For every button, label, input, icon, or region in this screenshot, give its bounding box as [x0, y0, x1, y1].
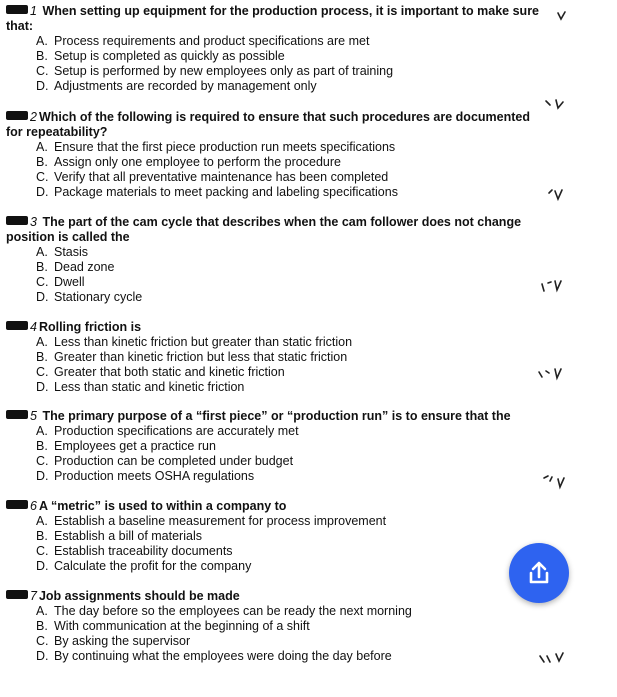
option-letter: D. [36, 469, 49, 483]
option-letter: B. [36, 619, 48, 633]
question-number: 7 [30, 589, 37, 603]
margin-mark [544, 476, 564, 487]
option-text: Establish traceability documents [54, 544, 233, 558]
option-text: Employees get a practice run [54, 439, 216, 453]
option-letter: B. [36, 529, 48, 543]
option-text: Stasis [54, 245, 89, 259]
option-text: Assign only one employee to perform the procedure [54, 155, 341, 169]
option-text: Less than kinetic friction but greater than static friction [54, 335, 353, 349]
margin-mark [539, 369, 561, 378]
option-text: Stationary cycle [54, 290, 143, 304]
margin-mark [542, 281, 561, 291]
option-letter: C. [36, 365, 49, 379]
option-letter: B. [36, 260, 48, 274]
option-letter: D. [36, 559, 49, 573]
option-letter: A. [36, 245, 48, 259]
option-letter: D. [36, 380, 49, 394]
question-line-1: Job assignments should be made [38, 589, 240, 603]
option-text: Dwell [54, 275, 85, 289]
option-text: Greater that both static and kinetic friction [54, 365, 285, 379]
margin-mark [546, 100, 563, 108]
option-letter: D. [36, 185, 49, 199]
option-letter: C. [36, 454, 49, 468]
option-letter: A. [36, 424, 48, 438]
question-line-1: The part of the cam cycle that describes when the cam follower does not change [42, 215, 522, 229]
question-line-1: Rolling friction is [38, 320, 142, 334]
option-text: Package materials to meet packing and labeling specifications [54, 185, 398, 199]
option-letter: C. [36, 634, 49, 648]
option-letter: B. [36, 439, 48, 453]
share-button[interactable] [509, 543, 569, 603]
option-text: Production can be completed under budget [54, 454, 294, 468]
option-letter: D. [36, 649, 49, 663]
option-letter: A. [36, 514, 48, 528]
option-text: With communication at the beginning of a shift [54, 619, 310, 633]
option-letter: A. [36, 604, 48, 618]
option-letter: B. [36, 49, 48, 63]
option-letter: C. [36, 275, 49, 289]
option-letter: C. [36, 544, 49, 558]
option-text: By asking the supervisor [54, 634, 191, 648]
option-text: Production specifications are accurately met [54, 424, 299, 438]
option-letter: D. [36, 290, 49, 304]
share-up-arrow-icon [524, 558, 554, 588]
option-text: Less than static and kinetic friction [54, 380, 245, 394]
question-line-1: Which of the following is required to ensure that such procedures are documented [38, 110, 530, 124]
question-number: 3 [30, 215, 37, 229]
option-letter: A. [36, 335, 48, 349]
option-letter: A. [36, 34, 48, 48]
option-letter: B. [36, 350, 48, 364]
option-text: Greater than kinetic friction but less that static friction [54, 350, 348, 364]
option-text: Process requirements and product specifications are met [54, 34, 370, 48]
question-line-2: position is called the [6, 230, 130, 244]
question-number: 2 [30, 110, 37, 124]
question-number: 5 [30, 409, 37, 423]
question-line-1: A “metric” is used to within a company to [38, 499, 287, 513]
option-text: The day before so the employees can be ready the next morning [54, 604, 412, 618]
margin-mark [549, 190, 562, 199]
option-text: Establish a bill of materials [54, 529, 202, 543]
option-text: Dead zone [54, 260, 115, 274]
question-line-1: The primary purpose of a “first piece” or “production run” is to ensure that the [42, 409, 511, 423]
option-text: Establish a baseline measurement for process improvement [54, 514, 387, 528]
option-text: Setup is performed by new employees only as part of training [54, 64, 394, 78]
option-letter: A. [36, 140, 48, 154]
question-number: 4 [30, 320, 37, 334]
margin-mark [558, 12, 565, 19]
option-text: Calculate the profit for the company [54, 559, 252, 573]
option-text: By continuing what the employees were doing the day before [54, 649, 392, 663]
option-letter: B. [36, 155, 48, 169]
option-text: Verify that all preventative maintenance has been completed [54, 170, 389, 184]
option-letter: C. [36, 170, 49, 184]
question-number: 6 [30, 499, 37, 513]
question-number: 1 [30, 4, 37, 18]
question-line-2: for repeatability? [6, 125, 108, 139]
option-text: Production meets OSHA regulations [54, 469, 255, 483]
option-letter: C. [36, 64, 49, 78]
option-text: Adjustments are recorded by management only [54, 79, 317, 93]
question-line-2: that: [6, 19, 34, 33]
margin-mark [540, 653, 563, 662]
option-text: Setup is completed as quickly as possible [54, 49, 285, 63]
option-text: Ensure that the first piece production run meets specifications [54, 140, 396, 154]
question-line-1: When setting up equipment for the production process, it is important to make sure [42, 4, 540, 18]
option-letter: D. [36, 79, 49, 93]
